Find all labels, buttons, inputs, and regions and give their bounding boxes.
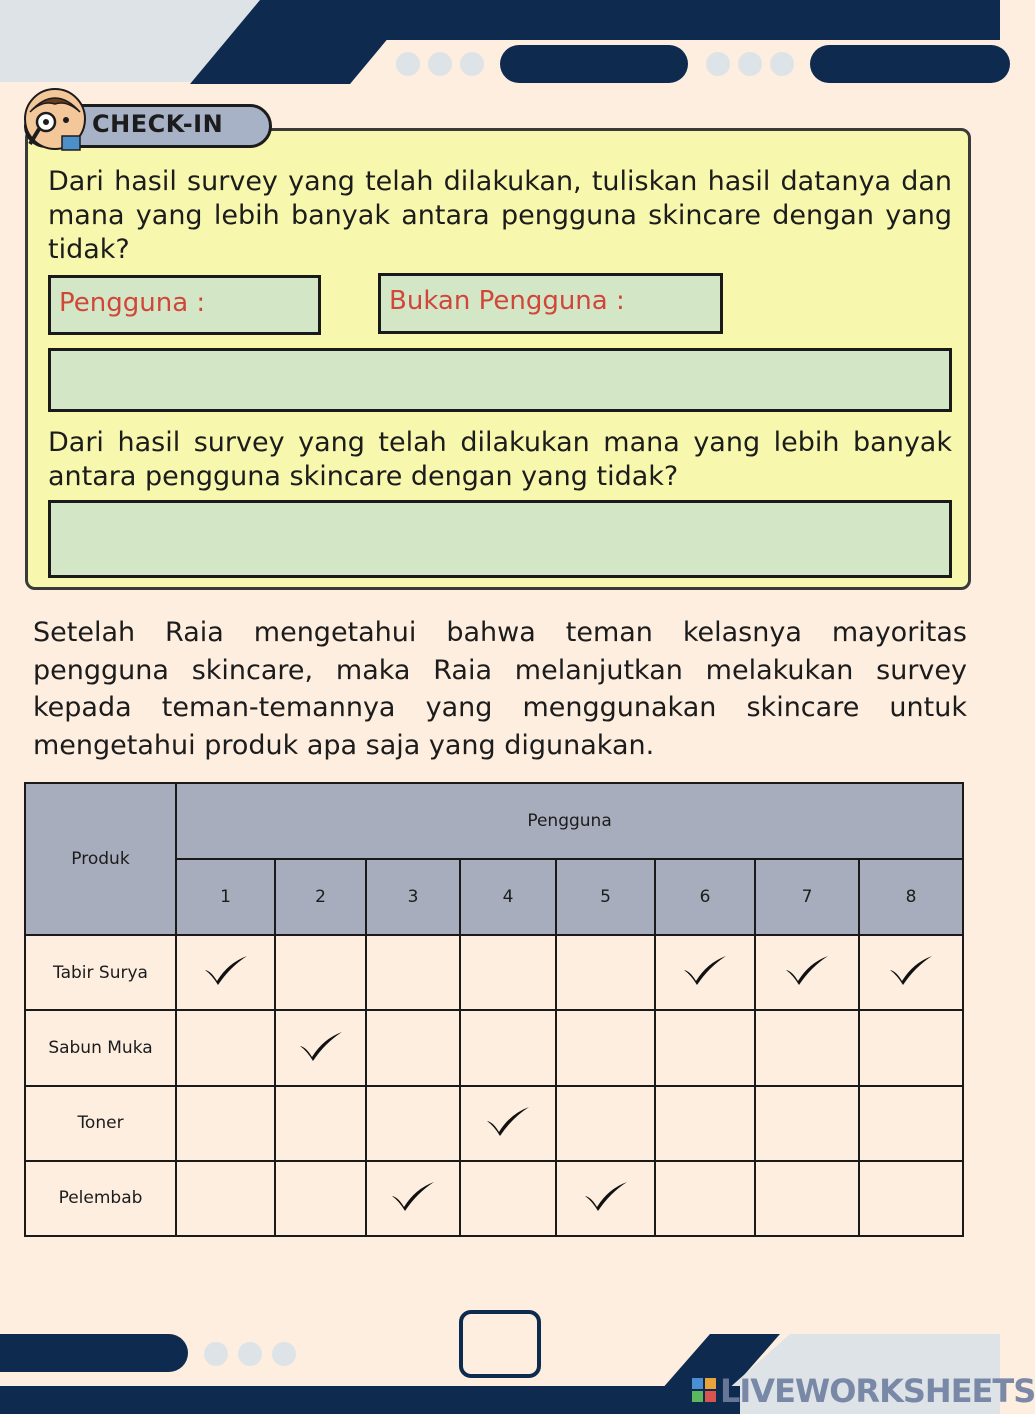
answer-field-2[interactable] [48, 500, 952, 578]
check-cell[interactable] [755, 1086, 859, 1161]
check-cell[interactable] [755, 1010, 859, 1085]
check-cell[interactable] [556, 1161, 655, 1236]
detective-mascot-icon [22, 86, 88, 152]
checkmark-icon [681, 953, 729, 987]
intro-paragraph: Setelah Raia mengetahui bahwa teman kelasnya mayoritas pengguna skincare, maka Raia melanjutkan melakukan survey kepada teman-temannya yang menggunakan skincare untuk mengetahui produk apa saja yang digunakan. [33, 617, 967, 761]
check-cell[interactable] [275, 1161, 366, 1236]
checkmark-icon [202, 953, 250, 987]
question-2: Dari hasil survey yang telah dilakukan mana yang lebih banyak antara pengguna skincare dengan yang tidak? [48, 427, 952, 492]
checkmark-icon [582, 1179, 630, 1213]
checkmark-icon [297, 1029, 345, 1063]
check-cell[interactable] [460, 935, 556, 1010]
check-cell[interactable] [655, 1086, 755, 1161]
checkmark-icon [783, 953, 831, 987]
product-name-cell: Sabun Muka [25, 1010, 176, 1085]
check-cell[interactable] [275, 1010, 366, 1085]
answer-field-1[interactable] [48, 348, 952, 412]
checkmark-icon [389, 1179, 437, 1213]
bukan-pengguna-answer-box[interactable] [378, 273, 723, 334]
check-cell[interactable] [556, 1086, 655, 1161]
product-name-cell: Pelembab [25, 1161, 176, 1236]
check-cell[interactable] [176, 1161, 275, 1236]
user-column-header: 5 [556, 859, 655, 935]
checkmark-icon [484, 1104, 532, 1138]
check-cell[interactable] [655, 935, 755, 1010]
liveworksheets-watermark: LIVEWORKSHEETS [720, 1372, 1035, 1410]
check-cell[interactable] [275, 1086, 366, 1161]
table-body [25, 935, 963, 1236]
table-row [25, 935, 963, 1010]
product-name-cell: Tabir Surya [25, 935, 176, 1010]
check-cell[interactable] [556, 1010, 655, 1085]
pengguna-header: Pengguna [176, 783, 963, 859]
check-cell[interactable] [366, 935, 460, 1010]
check-cell[interactable] [859, 1086, 963, 1161]
check-cell[interactable] [460, 1010, 556, 1085]
user-column-header: 2 [275, 859, 366, 935]
check-cell[interactable] [460, 1161, 556, 1236]
check-cell[interactable] [176, 1010, 275, 1085]
checkmark-icon [887, 953, 935, 987]
check-cell[interactable] [755, 935, 859, 1010]
page-number-box [459, 1310, 541, 1378]
check-cell[interactable] [859, 1010, 963, 1085]
check-cell[interactable] [655, 1161, 755, 1236]
liveworksheets-logo-icon [692, 1378, 716, 1402]
table-row [25, 1161, 963, 1236]
bukan-pengguna-label: Bukan Pengguna : [389, 286, 625, 316]
check-cell[interactable] [655, 1010, 755, 1085]
user-column-header: 7 [755, 859, 859, 935]
check-cell[interactable] [366, 1161, 460, 1236]
checkin-title: CHECK-IN [92, 110, 224, 138]
user-column-header: 4 [460, 859, 556, 935]
table-row [25, 1010, 963, 1085]
check-cell[interactable] [755, 1161, 859, 1236]
product-name-cell: Toner [25, 1086, 176, 1161]
user-column-header: 3 [366, 859, 460, 935]
check-cell[interactable] [275, 935, 366, 1010]
table-row [25, 1086, 963, 1161]
check-cell[interactable] [859, 935, 963, 1010]
check-cell[interactable] [176, 1086, 275, 1161]
check-cell[interactable] [366, 1086, 460, 1161]
user-column-header: 6 [655, 859, 755, 935]
check-cell[interactable] [556, 935, 655, 1010]
pengguna-label: Pengguna : [59, 288, 206, 318]
produk-header: Produk [25, 783, 176, 935]
user-column-header: 8 [859, 859, 963, 935]
product-usage-table [24, 782, 964, 1237]
user-column-header: 1 [176, 859, 275, 935]
check-cell[interactable] [460, 1086, 556, 1161]
question-1: Dari hasil survey yang telah dilakukan, tuliskan hasil datanya dan mana yang lebih banyak antara pengguna skincare dengan yang tidak? [48, 166, 952, 265]
pengguna-answer-box[interactable] [48, 275, 321, 335]
check-cell[interactable] [366, 1010, 460, 1085]
top-banner-decoration [0, 0, 1000, 90]
check-cell[interactable] [859, 1161, 963, 1236]
check-cell[interactable] [176, 935, 275, 1010]
